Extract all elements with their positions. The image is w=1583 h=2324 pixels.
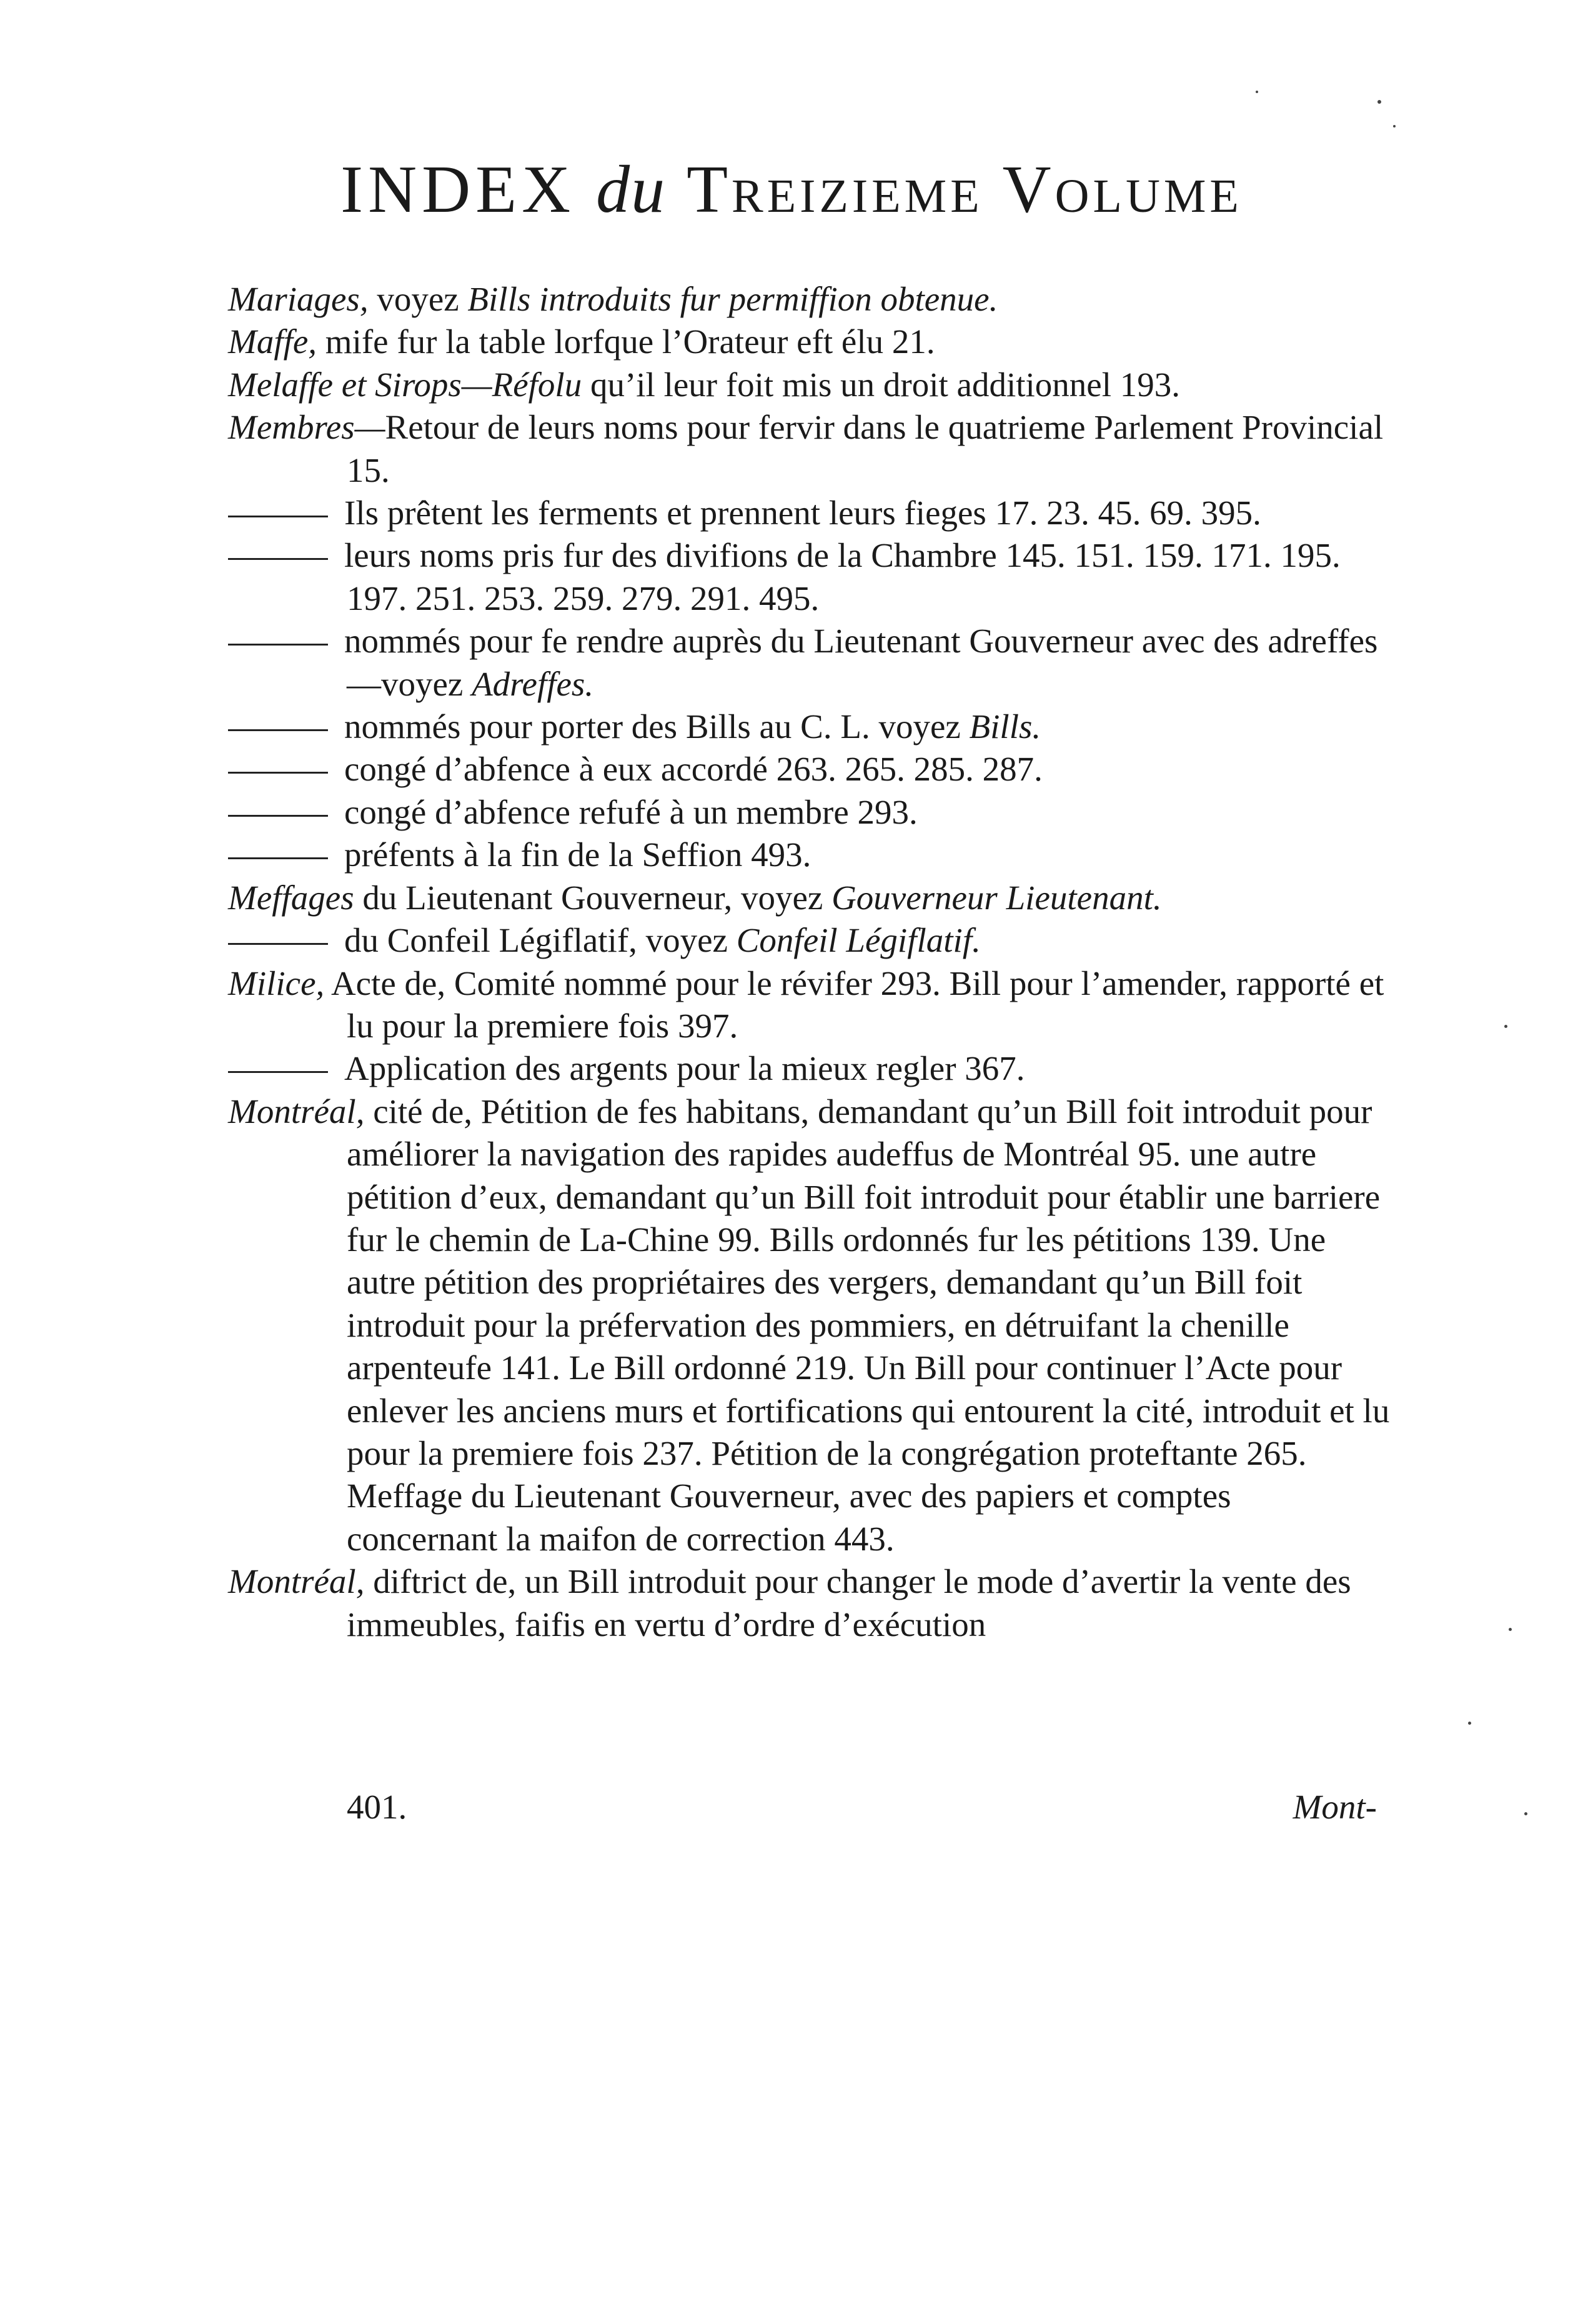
ink-speck	[1468, 1722, 1471, 1725]
index-entry: Milice, Acte de, Comité nommé pour le révifer 293. Bill pour l’amender, rapporté et lu pour la premiere fois 397.	[228, 964, 1384, 1045]
index-entry: Montréal, cité de, Pétition de fes habitans, demandant qu’un Bill foit introduit pour améliorer la navigation des rapides audeffus de Montréal 95. une autre pétition d’eux, demandant qu’un Bill foit introduit pour établir une barriere fur le chemin de La-Chine 99. Bills ordonnés fur les pétitions 139. Une autre pétition des propriétaires des vergers, demandant qu’un Bill foit introduit pour la préfervation des pommiers, en détruifant la chenille arpenteufe 141. Le Bill ordonné 219. Un Bill pour continuer l’Acte pour enlever les anciens murs et fortifications qui entourent la cité, introduit et lu pour la premiere fois 237. Pétition de la congrégation proteftante 265. Meffage du Lieutenant Gouverneur, avec des papiers et comptes concernant la maifon de correction 443.	[228, 1092, 1390, 1558]
header-volume: Treizieme Volume	[687, 152, 1243, 227]
page-number: 401.	[347, 1788, 407, 1826]
index-subentry: congé d’abfence refufé à un membre 293.	[228, 791, 1390, 834]
ink-speck	[1504, 1025, 1507, 1028]
em-dash-rule	[228, 644, 328, 646]
index-subentry: du Confeil Légiflatif, voyez Confeil Légiflatif.	[228, 919, 1390, 962]
ink-speck	[1256, 91, 1258, 93]
em-dash-rule	[228, 943, 328, 945]
header-index: INDEX	[340, 152, 576, 227]
header-du: du	[596, 152, 667, 227]
index-entry: Maffe, mife fur la table lorfque l’Orateur eft élu 21.	[228, 322, 935, 361]
index-entry: Membres—Retour de leurs noms pour fervir dans le quatrieme Parlement Provincial 15.	[228, 408, 1384, 489]
em-dash-rule	[228, 516, 328, 517]
em-dash-rule	[228, 815, 328, 817]
index-entry: Mariages, voyez Bills introduits fur permiffion obtenue.	[228, 280, 998, 318]
em-dash-rule	[228, 1071, 328, 1073]
index-subentry: nommés pour porter des Bills au C. L. voyez Bills.	[228, 706, 1390, 748]
ink-speck	[1524, 1812, 1527, 1815]
em-dash-rule	[228, 857, 328, 859]
index-entry: Meffages du Lieutenant Gouverneur, voyez Gouverneur Lieutenant.	[228, 878, 1162, 917]
index-subentry: Application des argents pour la mieux regler 367.	[228, 1047, 1390, 1090]
ink-speck	[1393, 125, 1396, 127]
ink-speck	[1377, 100, 1381, 104]
catchword: Mont-	[1293, 1788, 1377, 1826]
index-entry: Melaffe et Sirops—Réfolu qu’il leur foit mis un droit additionnel 193.	[228, 365, 1181, 404]
index-subentry: nommés pour fe rendre auprès du Lieutenant Gouverneur avec des adreffes—voyez Adreffes.	[228, 620, 1390, 706]
index-subentry: préfents à la fin de la Seffion 493.	[228, 834, 1390, 876]
index-entry: Montréal, diftrict de, un Bill introduit pour changer le mode d’avertir la vente des immeubles, faifis en vertu d’ordre d’exécution	[228, 1562, 1351, 1643]
em-dash-rule	[228, 729, 328, 731]
index-subentry: congé d’abfence à eux accordé 263. 265. 285. 287.	[228, 748, 1390, 790]
ink-speck	[1509, 1628, 1512, 1631]
index-subentry: leurs noms pris fur des divifions de la Chambre 145. 151. 159. 171. 195. 197. 251. 253. 259. 279. 291. 495.	[228, 534, 1390, 620]
index-entries	[228, 278, 1390, 1646]
em-dash-rule	[228, 772, 328, 774]
index-subentry: Ils prêtent les ferments et prennent leurs fieges 17. 23. 45. 69. 395.	[228, 492, 1390, 534]
em-dash-rule	[228, 558, 328, 560]
page-header	[0, 153, 1583, 227]
